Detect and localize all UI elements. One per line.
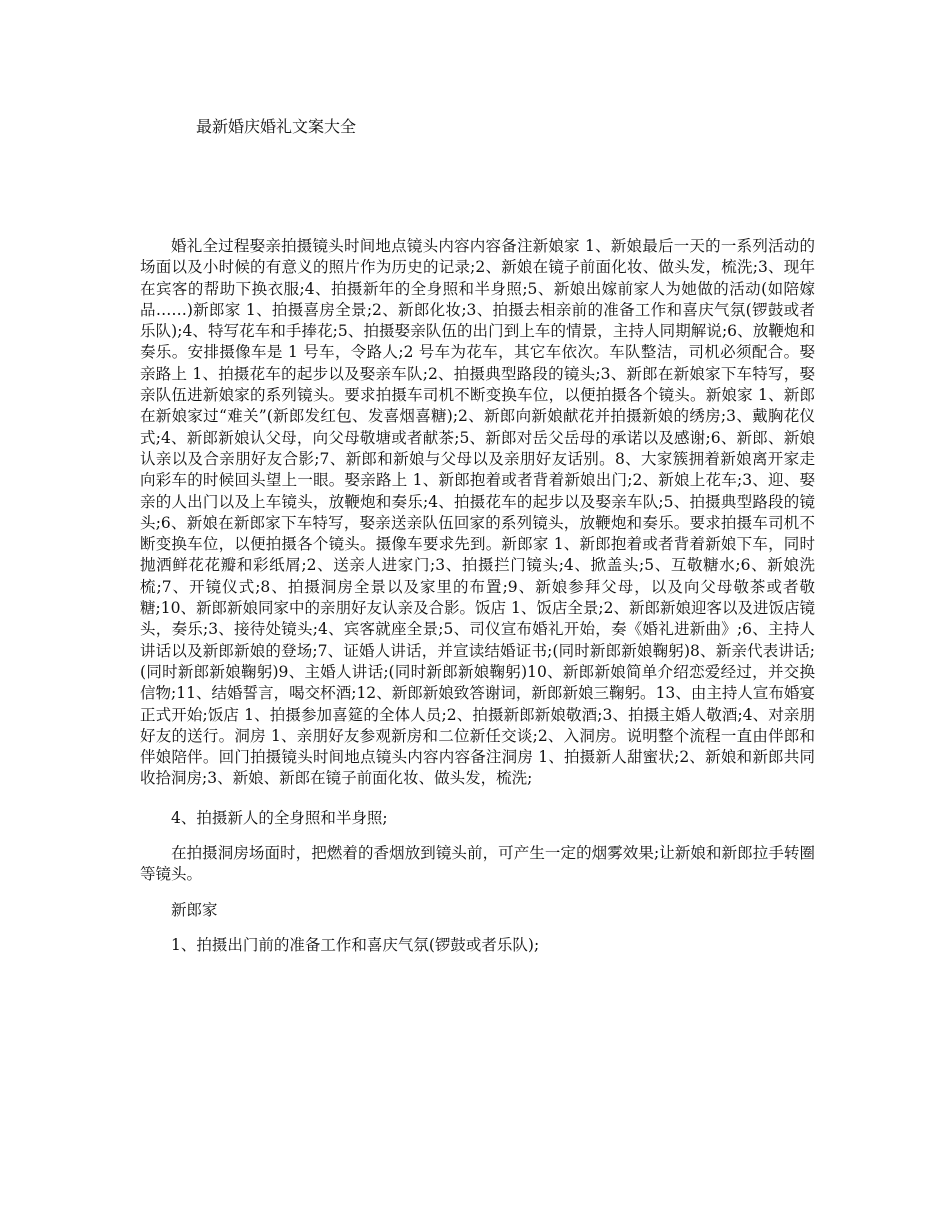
- paragraph-bridal-room-tips: 在拍摄洞房场面时，把燃着的香烟放到镜头前，可产生一定的烟雾效果;让新娘和新郎拉手转圈等镜头。: [140, 844, 815, 884]
- paragraph-departure-preparation: 1、拍摄出门前的准备工作和喜庆气氛(锣鼓或者乐队);: [171, 935, 540, 954]
- paragraph-wedding-process: 婚礼全过程娶亲拍摄镜头时间地点镜头内容内容备注新娘家 1、新娘最后一天的一系列活动的场面以及小时候的有意义的照片作为历史的记录;2、新娘在镜子前面化妆、做头发，梳洗;3、现年在宾客的帮助下换衣服;4、拍摄新年的全身照和半身照;5、新娘出嫁前家人为她做的活动(如陪嫁品……)新郎家 1、拍摄喜房全景;2、新郎化妆;3、拍摄去相亲前的准备工作和喜庆气氛(锣鼓或者乐队);4、特写花车和手捧花;5、拍摄娶亲队伍的出门到上车的情景，主持人同期解说;6、放鞭炮和奏乐。安排摄像车是 1 号车，令路人;2 号车为花车，其它车依次。车队整洁，司机必须配合。娶亲路上 1、拍摄花车的起步以及娶亲车队;2、拍摄典型路段的镜头;3、新郎在新娘家下车特写，娶亲队伍进新娘家的系列镜头。要求拍摄车司机不断变换车位，以便拍摄各个镜头。新娘家 1、新郎在新娘家过“难关”(新郎发红包、发喜烟喜糖);2、新郎向新娘献花并拍摄新娘的绣房;3、戴胸花仪式;4、新郎新娘认父母，向父母敬塘或者献茶;5、新郎对岳父岳母的承诺以及感谢;6、新郎、新娘认亲以及合亲朋好友合影;7、新郎和新娘与父母以及亲朋好友话别。8、大家簇拥着新娘离开家走向彩车的时候回头望上一眼。娶亲路上 1、新郎抱着或者背着新娘出门;2、新娘上花车;3、迎、娶亲的人出门以及上车镜头，放鞭炮和奏乐;4、拍摄花车的起步以及娶亲车队;5、拍摄典型路段的镜头;6、新娘在新郎家下车特写，娶亲送亲队伍回家的系列镜头，放鞭炮和奏乐。要求拍摄车司机不断变换车位，以便拍摄各个镜头。摄像车要求先到。新郎家 1、新郎抱着或者背着新娘下车，同时抛洒鲜花花瓣和彩纸屑;2、送亲人进家门;3、拍摄拦门镜头;4、掀盖头;5、互敬糖水;6、新娘洗梳;7、开镜仪式;8、拍摄洞房全景以及家里的布置;9、新娘参拜父母，以及向父母敬茶或者敬糖;10、新郎新娘同家中的亲朋好友认亲及合影。饭店 1、饭店全景;2、新郎新娘迎客以及进饭店镜头，奏乐;3、接待处镜头;4、宾客就座全景;5、司仪宣布婚礼开始，奏《婚礼进新曲》;6、主持人讲话以及新郎新娘的登场;7、证婚人讲话，并宣读结婚证书;(同时新郎新娘鞠躬)8、新亲代表讲话;(同时新郎新娘鞠躬)9、主婚人讲话;(同时新郎新娘鞠躬)10、新郎新娘简单介绍恋爱经过，并交换信物;11、结婚誓言，喝交杯酒;12、新郎新娘致答谢词，新郎新娘三鞠躬。13、由主持人宣布婚宴正式开始;饭店 1、拍摄参加喜筵的全体人员;2、拍摄新郎新娘敬酒;3、拍摄主婚人敬酒;4、对亲朋好友的送行。洞房 1、亲朋好友参观新房和二位新任交谈;2、入洞房。说明整个流程一直由伴郎和伴娘陪伴。回门拍摄镜头时间地点镜头内容内容备注洞房 1、拍摄新人甜蜜状;2、新娘和新郎共同收拾洞房;3、新娘、新郎在镜子前面化妆、做头发，梳洗;: [140, 237, 815, 788]
- paragraph-groom-home-heading: 新郎家: [171, 900, 218, 919]
- document-body: [140, 236, 815, 970]
- document-title: 最新婚庆婚礼文案大全: [196, 117, 357, 136]
- paragraph-full-body-photo: 4、拍摄新人的全身照和半身照;: [171, 808, 388, 827]
